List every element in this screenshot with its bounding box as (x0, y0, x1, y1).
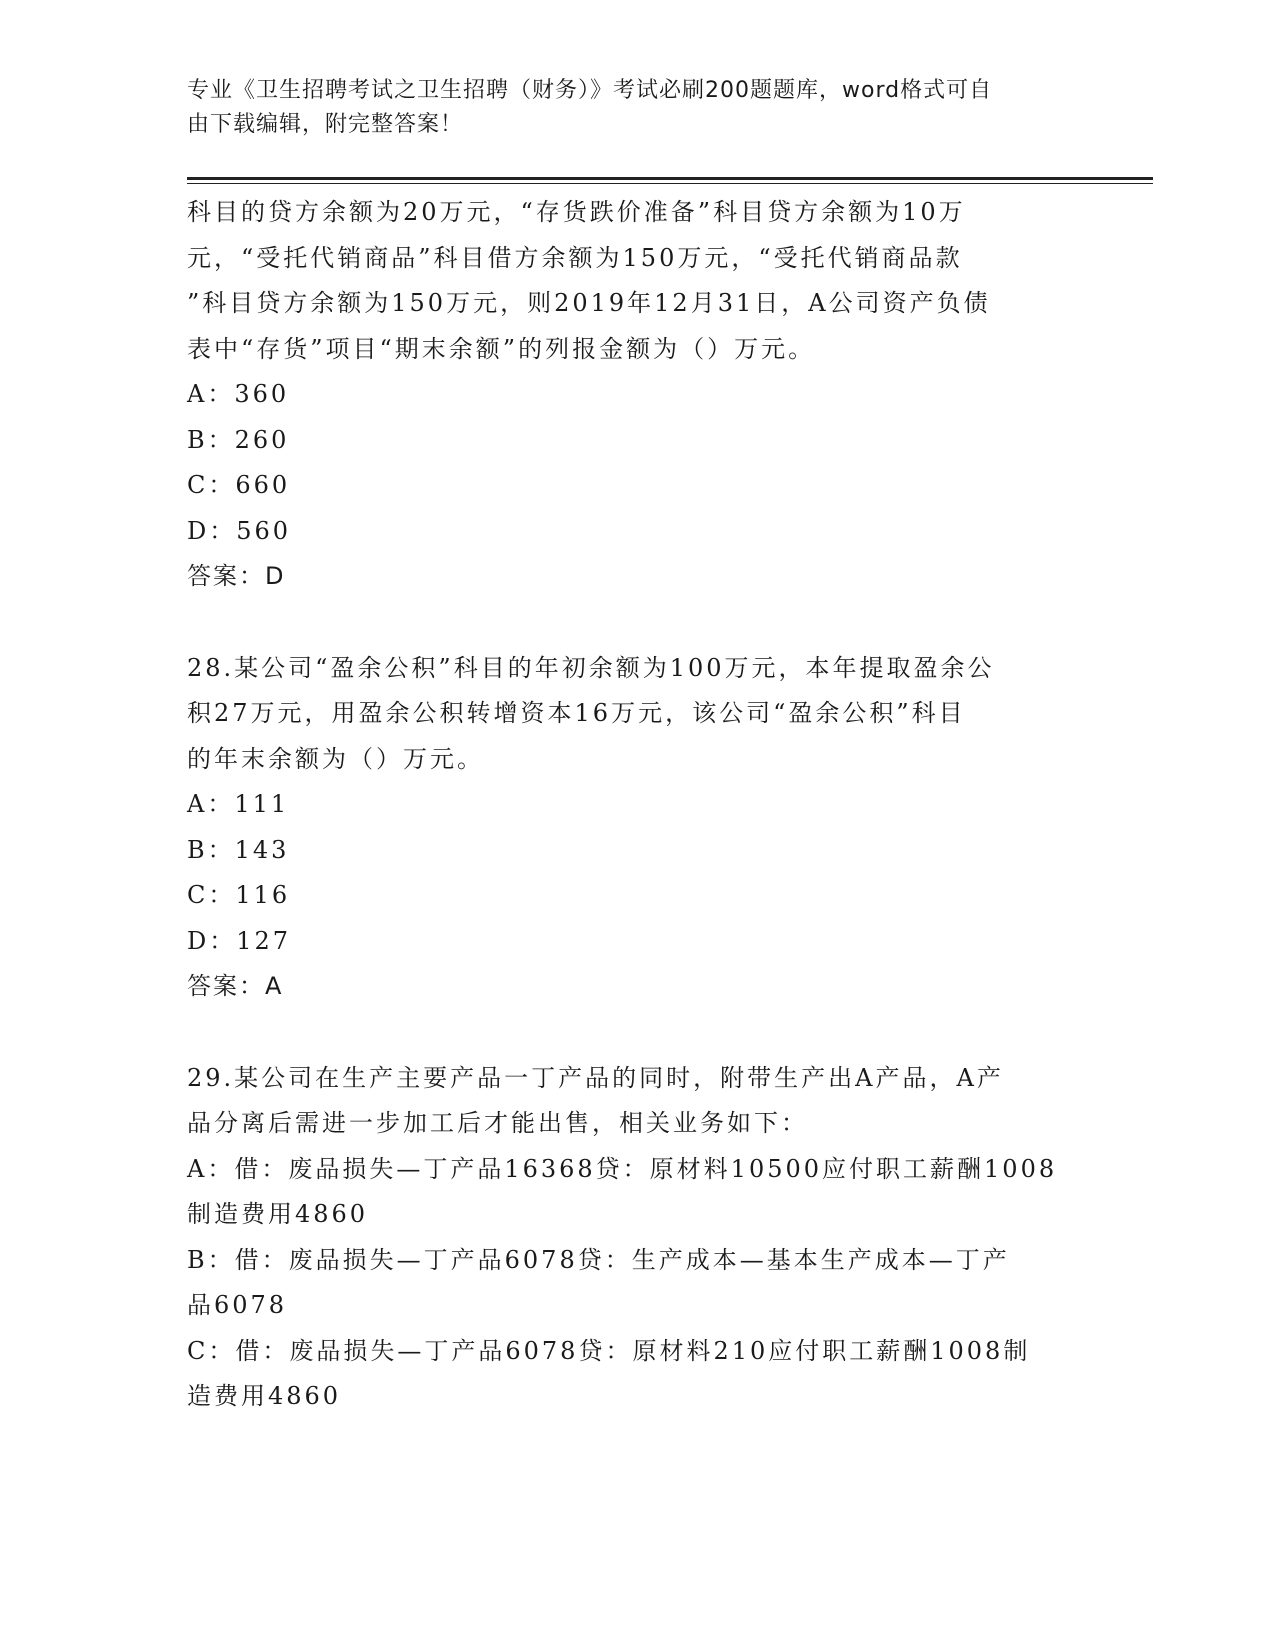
question-29 (187, 1056, 1087, 1420)
document-header (187, 74, 1067, 142)
option-c: C：660 (187, 471, 291, 499)
question-stem-line: 积27万元，用盈余公积转增资本16万元，该公司“盈余公积”科目 (187, 699, 966, 727)
question-stem-line: 科目的贷方余额为20万元，“存货跌价准备”科目贷方余额为10万 (187, 198, 966, 226)
option-text-line: B：借：废品损失—丁产品6078贷：生产成本—基本生产成本—丁产 (187, 1245, 1010, 1274)
question-27 (187, 190, 1087, 600)
spacer (187, 600, 1087, 646)
question-28 (187, 646, 1087, 1010)
question-stem-line: ”科目贷方余额为150万元，则2019年12月31日，A公司资产负债 (187, 289, 991, 317)
question-stem-line: 品分离后需进一步加工后才能出售，相关业务如下： (187, 1109, 808, 1137)
header-divider-thick (187, 177, 1153, 180)
question-stem-line: 的年末余额为（）万元。 (187, 744, 484, 773)
option-a: A：111 (187, 790, 290, 818)
header-line-1: 专业《卫生招聘考试之卫生招聘（财务）》考试必刷200题题库，word格式可自 (187, 78, 993, 103)
option-text-line: 造费用4860 (187, 1382, 342, 1410)
option-b: B：143 (187, 835, 290, 864)
option-d: D：560 (187, 516, 292, 545)
question-stem-line: 元，“受托代销商品”科目借方余额为150万元，“受托代销商品款 (187, 243, 963, 272)
option-b (187, 1238, 1087, 1329)
question-stem-line: 28.某公司“盈余公积”科目的年初余额为100万元，本年提取盈余公 (187, 653, 995, 682)
option-c: C：116 (187, 881, 291, 909)
question-list (187, 190, 1087, 1420)
option-c (187, 1329, 1087, 1420)
option-text-line: 品6078 (187, 1291, 288, 1319)
option-d: D：127 (187, 926, 292, 955)
question-stem-line: 29.某公司在生产主要产品一丁产品的同时，附带生产出A产品，A产 (187, 1063, 1004, 1092)
answer-label: 答案：D (187, 562, 286, 590)
header-line-2: 由下载编辑，附完整答案！ (187, 112, 464, 137)
option-text-line: A：借：废品损失—丁产品16368贷：原材料10500应付职工薪酬1008 (187, 1154, 1058, 1183)
header-divider-thin (187, 183, 1153, 184)
option-text-line: 制造费用4860 (187, 1200, 369, 1228)
answer-label: 答案：A (187, 972, 284, 1000)
question-stem-line: 表中“存货”项目“期末余额”的列报金额为（）万元。 (187, 334, 816, 363)
spacer (187, 1010, 1087, 1056)
option-text-line: C：借：废品损失—丁产品6078贷：原材料210应付职工薪酬1008制 (187, 1336, 1031, 1365)
option-a: A：360 (187, 380, 290, 408)
option-a (187, 1147, 1087, 1238)
option-b: B：260 (187, 425, 290, 454)
